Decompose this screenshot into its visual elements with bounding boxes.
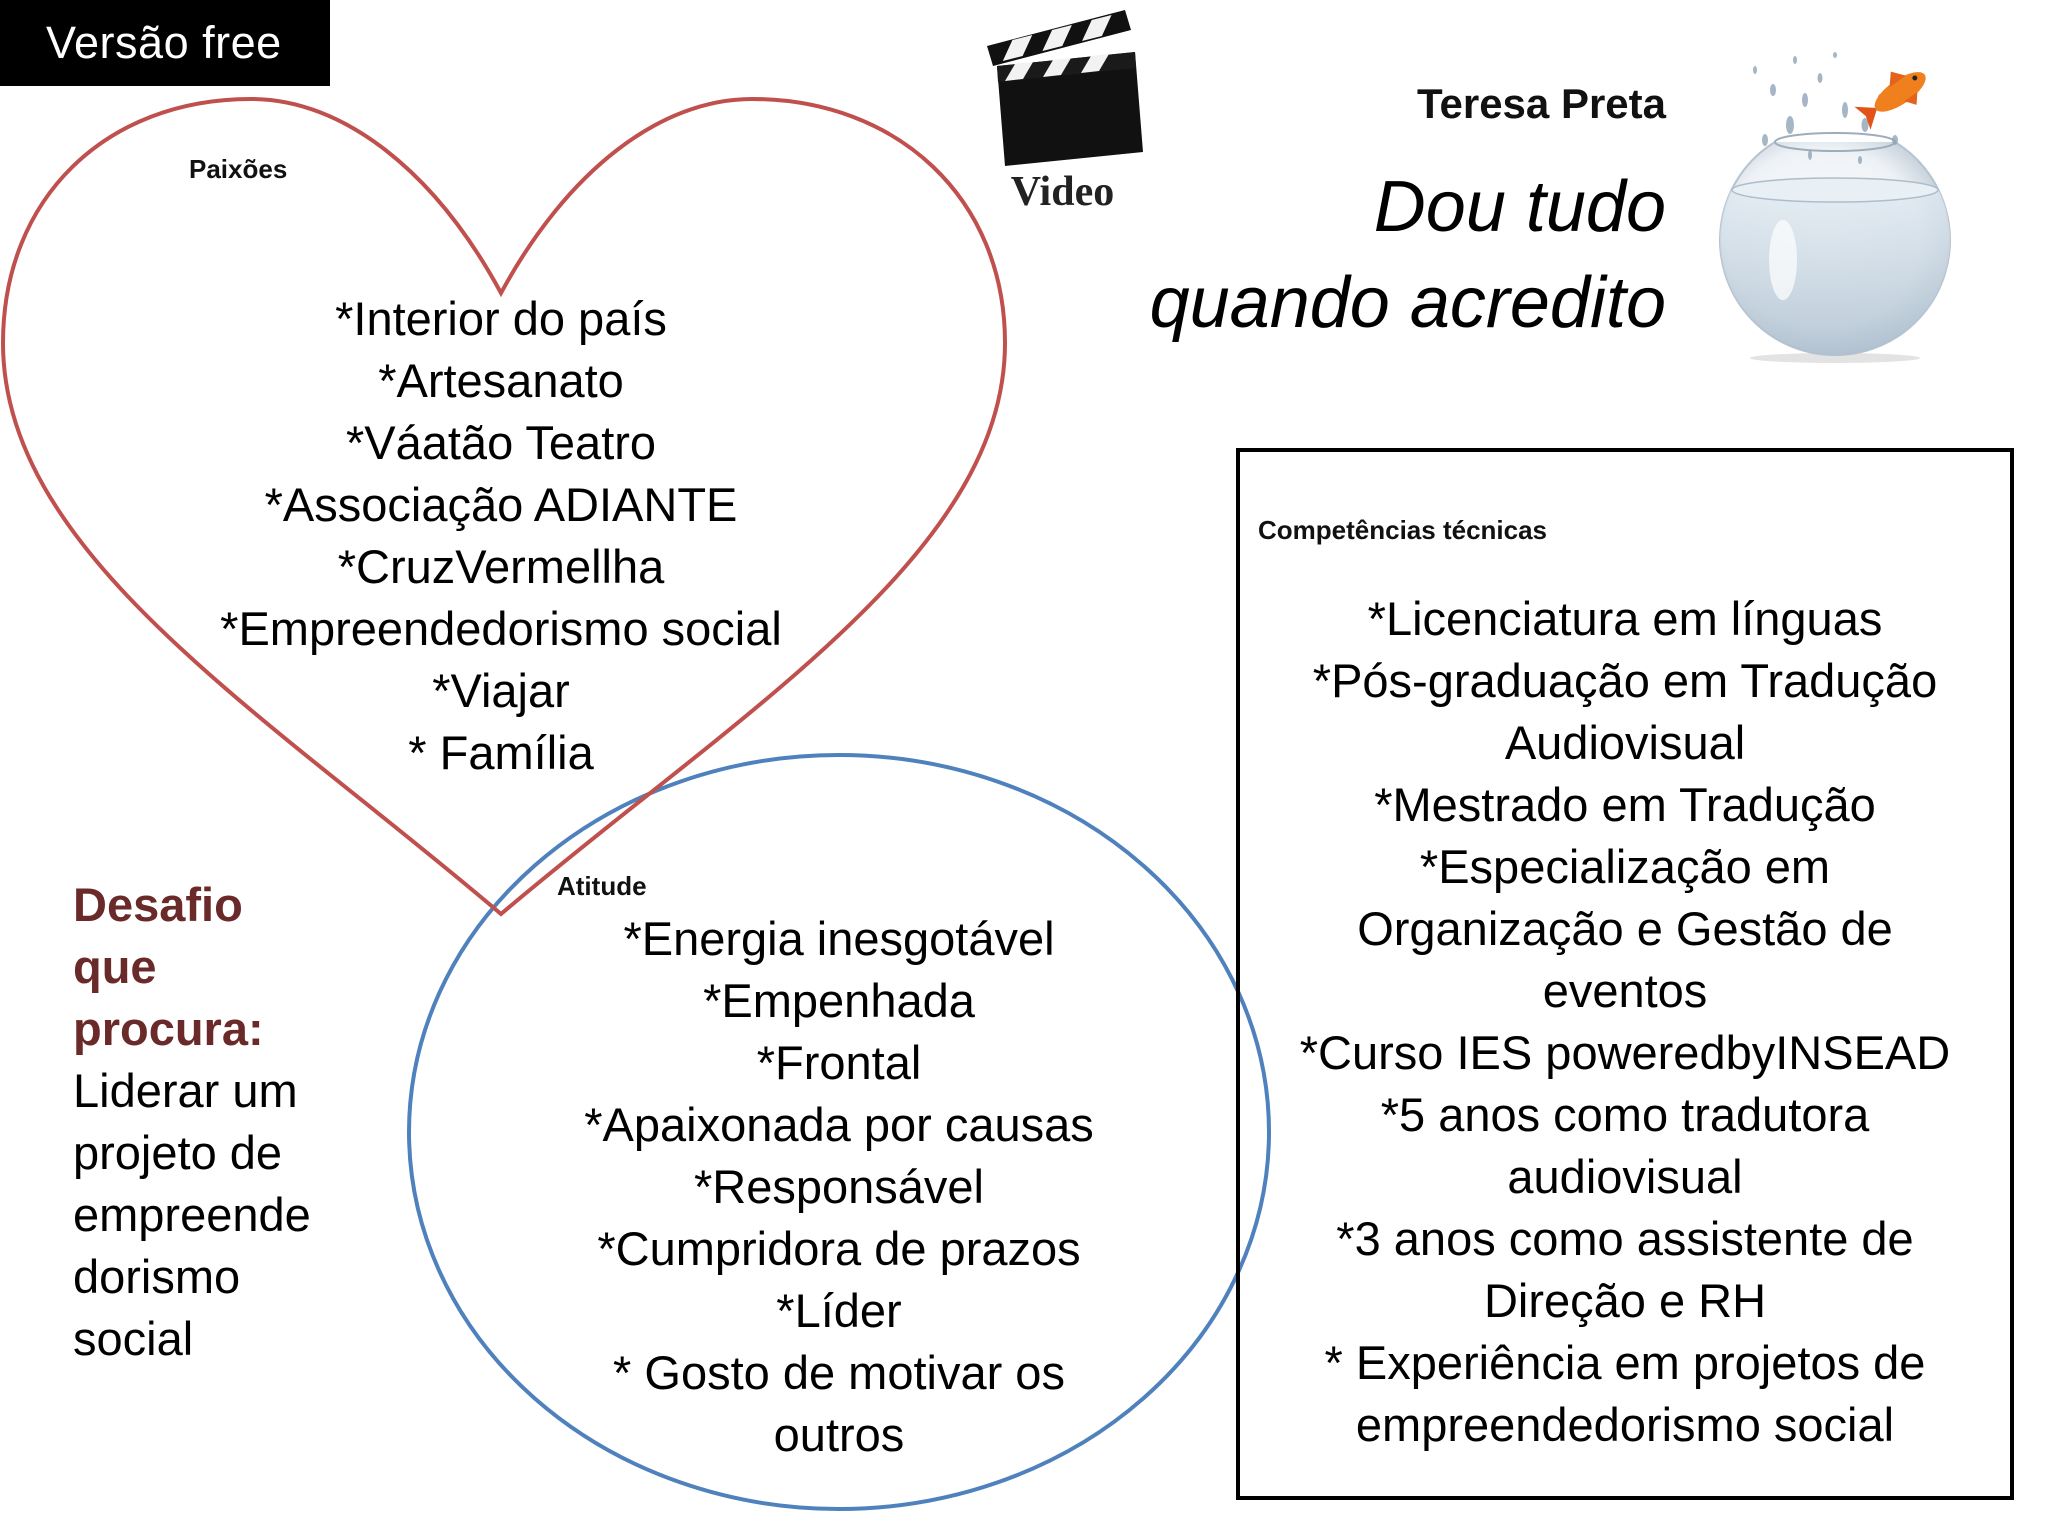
version-badge-label: Versão free [46,17,282,68]
skills-box [1236,448,2014,1500]
passion-item: *Interior do país [335,292,667,345]
skills-list [1240,588,2010,1456]
skill-line: Organização e Gestão de [1357,902,1893,955]
skill-line: audiovisual [1507,1150,1743,1203]
challenge-body-line: dorismo [73,1250,241,1303]
attitude-item: *Apaixonada por causas [584,1098,1094,1151]
attitude-item: *Líder [776,1284,902,1337]
challenge-heading-line: procura: [73,1002,264,1055]
challenge-body-line: Liderar um [73,1064,298,1117]
attitude-item: *Cumpridora de prazos [597,1222,1081,1275]
passion-item: * Família [408,726,594,779]
skill-line: *Especialização em [1419,840,1831,893]
water-surface [1732,178,1938,202]
skill-line: *Licenciatura em línguas [1367,592,1883,645]
bowl-water [1720,190,1950,355]
skill-line: *Mestrado em Tradução [1374,778,1876,831]
video-link[interactable] [975,0,1155,225]
attitude-item: outros [773,1408,905,1461]
passion-item: *Empreendedorismo social [220,602,782,655]
motto-line: quando acredito [1149,263,1666,343]
profile-motto [1150,159,1666,351]
skills-title: Competências técnicas [1258,515,1548,545]
passions-list [101,288,901,784]
skill-line: Audiovisual [1504,716,1746,769]
challenge-body-line: projeto de [73,1126,283,1179]
skill-line: *Pós-graduação em Tradução [1312,654,1938,707]
goldfish-bowl-icon [1695,30,1980,365]
challenge-body-line: empreende [73,1188,311,1241]
skill-line: * Experiência em projetos de [1324,1336,1926,1389]
passion-item: *Viajar [432,664,570,717]
motto-line: Dou tudo [1373,167,1666,247]
attitude-item: * Gosto de motivar os [613,1346,1065,1399]
challenge-heading-line: Desafio [73,878,243,931]
passion-item: *Váatão Teatro [345,416,657,469]
attitude-item: *Energia inesgotável [623,912,1055,965]
skill-line: eventos [1542,964,1708,1017]
attitude-list [439,908,1239,1466]
skill-line: *5 anos como tradutora [1380,1088,1870,1141]
challenge-body-line: social [73,1312,194,1365]
challenge-heading-line: que [73,940,157,993]
skill-line: empreendedorismo social [1355,1398,1895,1451]
skill-line: *Curso IES poweredbyINSEAD [1299,1026,1951,1079]
attitude-item: *Empenhada [703,974,975,1027]
passion-item: *CruzVermellha [337,540,665,593]
video-label: Video [1010,169,1115,215]
passions-title: Paixões [189,154,288,184]
passion-item: *Associação ADIANTE [264,478,738,531]
attitude-item: *Responsável [693,1160,984,1213]
challenge-block [73,874,311,1370]
clapperboard-icon [975,0,1155,170]
profile-name: Teresa Preta [1416,80,1666,127]
attitude-item: *Frontal [756,1036,922,1089]
passion-item: *Artesanato [378,354,624,407]
attitude-title: Atitude [557,871,647,901]
skill-line: Direção e RH [1483,1274,1767,1327]
skill-line: *3 anos como assistente de [1336,1212,1914,1265]
version-badge [0,0,330,86]
